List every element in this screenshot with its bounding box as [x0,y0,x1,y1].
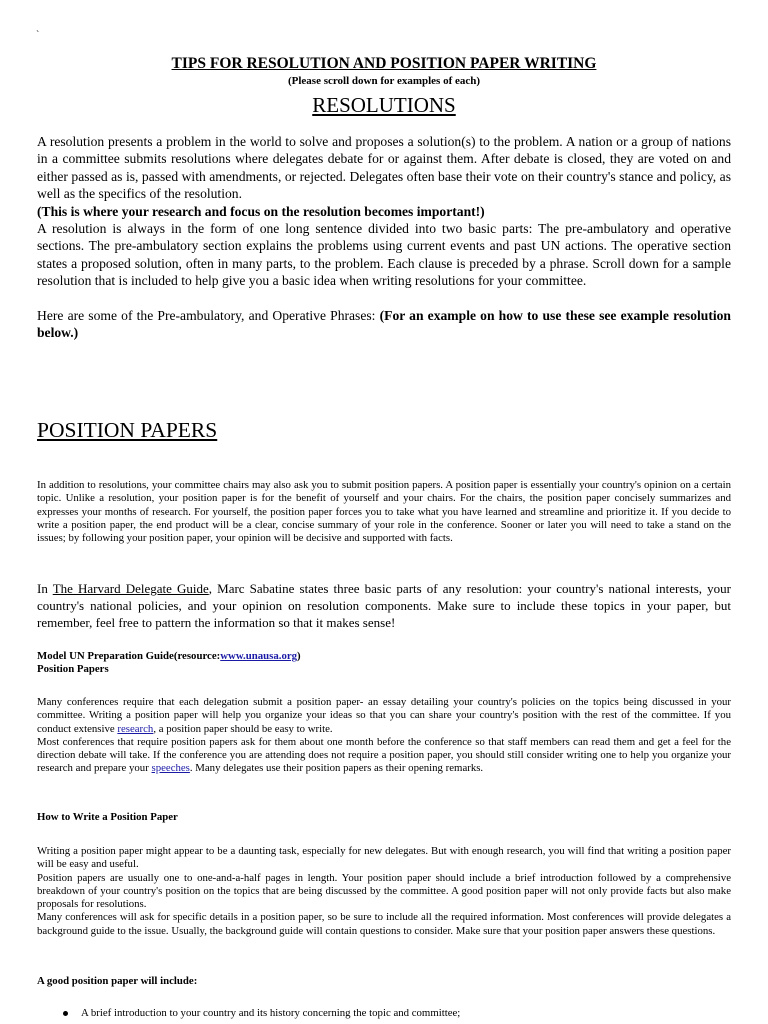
pp-paragraph-1-b: , a position paper should be easy to write. [153,722,333,735]
phrases-lead: Here are some of the Pre-ambulatory, and Operative Phrases: [37,307,380,323]
speeches-link[interactable]: speeches [151,762,190,775]
position-papers-heading: POSITION PAPERS [37,418,218,442]
harvard-pre: In [37,581,53,596]
pp-paragraph-1-a: Many conferences require that each delegation submit a position paper- an essay detailing your country's policies on the topics being discussed in your committee. Writing a position paper will help you organize your ideas so that you can share your country's position with the rest of the committee. If you conduct extensive [37,696,731,735]
phrases-note: (For an example on how to use these see example resolution below.) [37,307,731,341]
list-item-text: A brief introduction to your country and its history concerning the topic and committee; [81,1007,461,1019]
how-to-body [37,845,731,938]
how-to-paragraph-2: Position papers are usually one to one-and-a-half pages in length. Your position paper should include a brief introduction followed by a comprehensive breakdown of your country's position on the topics that are being discussed by the committee. A good position paper will not only provide facts but also make proposals for resolutions. [37,871,731,911]
good-paper-list [63,1007,460,1020]
bullet-icon [63,1011,68,1016]
harvard-post: , Marc Sabatine states three basic parts of any resolution: your country's national interests, your country's national policies, and your opinion on resolution components. Make sure to include these topics in your paper, but remember, feel free to pattern the information so that it makes sense! [37,581,731,630]
resolutions-paragraph-1: A resolution presents a problem in the world to solve and proposes a solution(s) to the problem. A nation or a group of nations in a committee submits resolutions where delegates debate for or against them. After debate is closed, they are voted on and either passed as is, passed with amendments, or rejected. Delegates often base their vote on their country's stance and policy, as well as the specifics of the resolution. [37,134,731,202]
resolutions-section [37,133,731,341]
position-papers-body [37,696,731,776]
harvard-guide-title: The Harvard Delegate Guide [52,581,209,596]
how-to-paragraph-1: Writing a position paper might appear to be a daunting task, especially for new delegates. But with enough research, you will find that writing a position paper will be easy and useful. [37,845,731,871]
resolutions-paragraph-2: A resolution is always in the form of one long sentence divided into two basic parts: The pre-ambulatory and operative sections. The pre-ambulatory section explains the problems using current events and past UN actions. The operative section states a proposed solution, often in many parts, to the problem. Each clause is preceded by a phrase. Scroll down for a sample resolution that is included to help give you a basic idea when writing resolutions for your committee. [37,221,731,289]
document-title: TIPS FOR RESOLUTION AND POSITION PAPER WRITING [171,55,597,72]
harvard-paragraph [37,581,731,631]
pp-paragraph-2-b: . Many delegates use their position papers as their opening remarks. [189,762,484,775]
guide-subheading: Position Papers [37,663,109,676]
good-paper-heading: A good position paper will include: [37,975,198,987]
how-to-paragraph-3: Many conferences will ask for specific details in a position paper, so be sure to include all the required information. Most conferences will provide delegates a background guide to the issue. Usually, the background guide will contain questions to consider. Make sure that your position paper answers these questions. [37,911,731,937]
unausa-link[interactable]: www.unausa.org [220,650,298,662]
resolutions-heading: RESOLUTIONS [312,93,456,117]
how-to-heading: How to Write a Position Paper [37,811,178,823]
document-subtitle: (Please scroll down for examples of each) [287,75,481,87]
guide-reference [37,650,731,677]
list-item [63,1007,460,1020]
guide-label: Model UN Preparation Guide(resource: [37,650,221,662]
resolutions-paragraph-3 [37,307,731,342]
resolutions-emphasis: (This is where your research and focus on the resolution becomes important!) [37,203,485,219]
guide-close: ) [297,650,301,662]
pp-paragraph-2-a: Most conferences that require position papers ask for them about one month before the conference so that staff members can read them and get a feel for the direction debate will take. If the conference you are attending does not require a position paper, you should still consider writing one to help you organize your research and prepare your [37,735,731,775]
pp-paragraph-1 [37,696,731,736]
research-link[interactable]: research [117,722,154,735]
pp-paragraph-2 [37,736,731,776]
stray-mark: ` [36,30,40,41]
position-papers-intro: In addition to resolutions, your committee chairs may also ask you to submit position papers. A position paper is essentially your country's opinion on a certain topic. Unlike a resolution, your position paper is for the benefit of yourself and your chairs. For the chairs, the position paper concisely summarizes and expresses your months of research. For yourself, the position paper forces you to take what you have learned and streamline and prioritize it. If you decide to write a position paper, the end product will be a clear, concise summary of your role in the conference. Sooner or later you will need to take a stand on the issues; by following your position paper, your opinion will be decisive and supported with facts. [37,479,731,545]
